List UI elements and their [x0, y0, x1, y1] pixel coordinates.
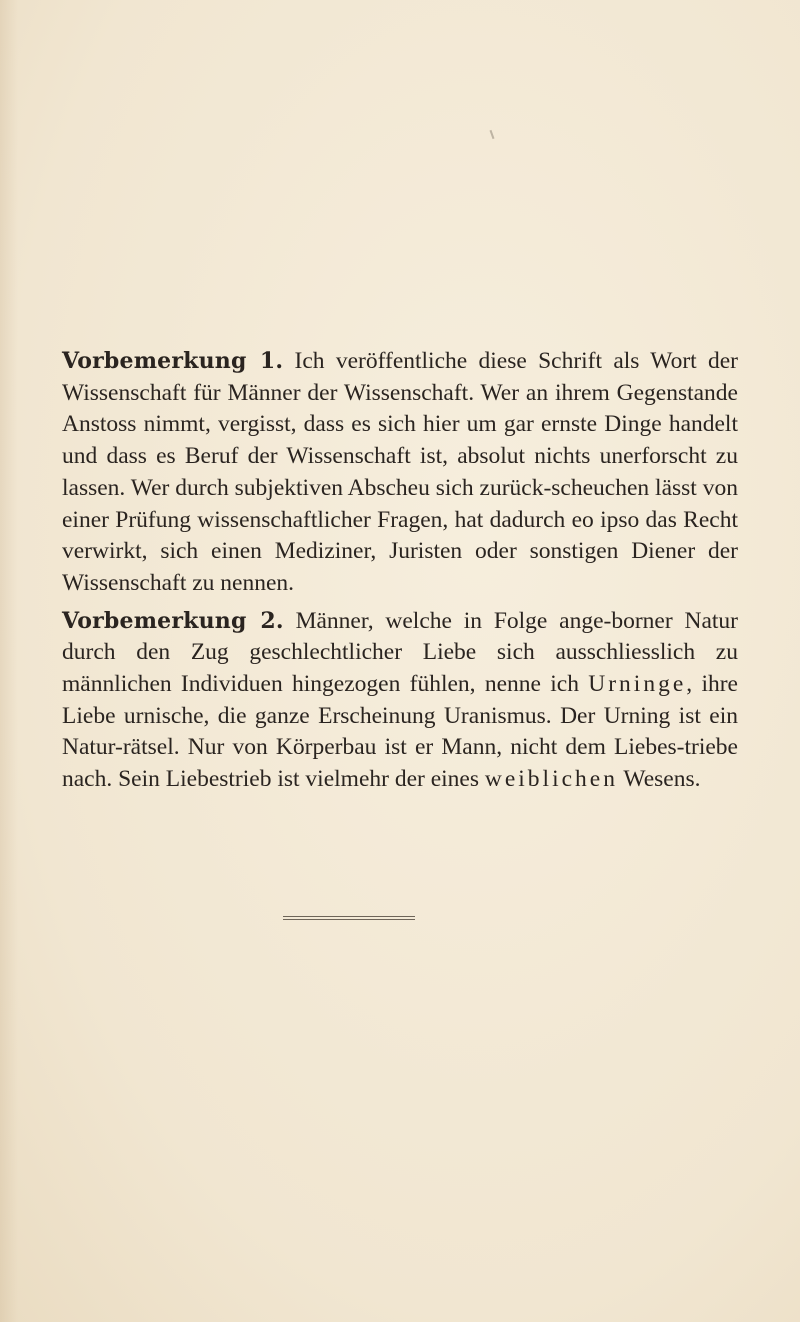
note-2-heading: Vorbemerkung 2. [62, 607, 284, 634]
note-2-body-end: Wesens. [617, 766, 701, 793]
note-1-heading: Vorbemerkung 1. [62, 348, 284, 374]
note-2-term-weiblichen: weiblichen [484, 766, 618, 793]
prefatory-notes [62, 346, 738, 796]
note-1-paragraph [62, 346, 738, 600]
note-1-body: Ich veröffentliche diese Schrift als Wort der Wissenschaft für Männer der Wissenschaft. Wer an ihrem Gegenstande Anstoss nimmt, vergisst, dass es sich hier um gar ernste Dinge handelt und dass es Beruf der Wissenschaft ist, absolut nichts unerforscht zu lassen. Wer durch subjektiven Abscheu sich zurück-scheuchen lässt von einer Prüfung wissenschaftlicher Fragen, hat dadurch eo ipso das Recht verwirkt, sich einen Mediziner, Juristen oder sonstigen Diener der Wissenschaft zu nennen. [62, 348, 739, 596]
stray-ink-mark [490, 130, 495, 139]
note-2-paragraph [62, 606, 738, 796]
note-2-term-urninge: Urninge [588, 671, 687, 698]
note-2-body-start: Männer, welche in Folge ange-borner Natur durch den Zug geschlechtlicher Liebe sich ausschliesslich zu männlichen Individuen hingezogen fühlen, nenne ich [62, 607, 739, 698]
divider-line-bottom [283, 919, 415, 920]
section-divider-rule [283, 916, 415, 920]
divider-line-top [283, 916, 415, 917]
note-2-body-middle: , ihre Liebe urnische, die ganze Erscheinung Uranismus. Der Urning ist ein Natur-rätsel. Nur von Körperbau ist er Mann, nicht dem Liebes-triebe nach. Sein Liebestrieb ist vielmehr der eines [62, 671, 738, 793]
